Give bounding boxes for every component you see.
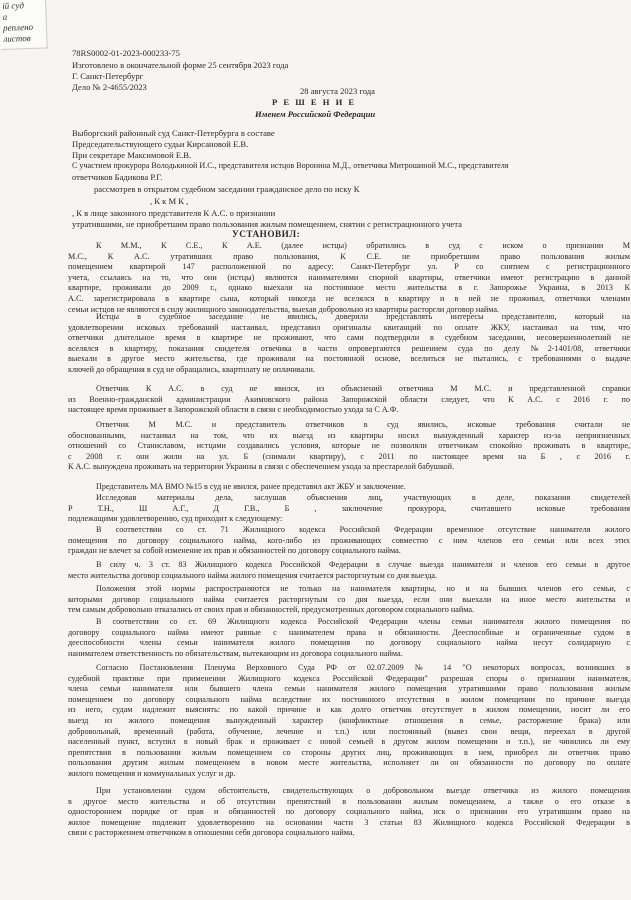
paragraph-line: в другое место жительства и об отсутствии препятствий в пользовании жилым помещением, а также о его отказе в [68, 796, 630, 806]
court-line: утратившими, не приобретшим право пользования жилым помещением, снятии с регистрационного учета [72, 219, 462, 229]
paragraph-line: В силу ч. 3 ст. 83 Жилищного кодекса Российской Федерации в случае выезда нанимателя и членов его семьи в другое [96, 560, 630, 569]
note-line: реплено [2, 21, 34, 33]
note-line: ій суд [2, 0, 25, 11]
court-line: , К к М К , [150, 196, 189, 206]
paragraph-line: семьи истцов не являются в силу жилищного законодательства, выехав добровольно из квартиры расторгли договор найма. [68, 304, 500, 314]
paragraph-line: с 2008 г. они жили на ул. Б (снимали квартиру), с 2011 по настоящее время на Б , с 2016 г. [68, 451, 630, 461]
court-line: Выборгский районный суд Санкт-Петербурга в составе [72, 128, 275, 138]
section-heading: УСТАНОВИЛ: [232, 229, 301, 239]
paragraph-line: В соответствии со ст. 71 Жилищного кодекса Российской Федерации временное отсутствие нанимателя жилого [96, 525, 630, 534]
paragraph-line: настоящее время проживает в Запорожской области в связи с необходимостью ухода за С А.Ф. [68, 405, 399, 415]
paragraph-line: Представитель МА ВМО №15 в суд не явился, ранее представил акт ЖБУ и заключение. [96, 482, 406, 491]
decision-date: 28 августа 2023 года [300, 86, 375, 96]
paragraph-line: обоснованными, настаивал на том, что их выезд из квартиры носил вынужденный характер из-за неприязненных [68, 430, 630, 440]
paragraph-line: К А.С. вынуждена проживать на территории Украины в связи с обеспечением ухода за престарелой бабушкой. [68, 462, 455, 472]
paragraph-line: Исследовав материалы дела, заслушав объяснения лиц, участвующих в деле, показания свидетелей [96, 493, 630, 502]
paragraph-line: тем самым добровольно отказались от своих прав и обязанностей, предусмотренных договором социального найма. [68, 605, 475, 615]
paragraph-line: Истцы в судебное заседание не явились, доверили представлять интересы представителю, который на [96, 312, 630, 321]
paragraph-line: Р Т.Н., Ш А.Г., Д Г.В., Б , заключение прокурора, считавшего исковые требования [68, 503, 630, 513]
final-form-date: Изготовлено в окончательной форме 25 сентября 2023 года [72, 60, 289, 70]
paragraph-line: квартире, проживали до 2009 г., однако выехали на постоянное место жительства в г. Запорожье Украина, в 2013 К [68, 283, 630, 293]
paragraph-line: В соответствии со ст. 69 Жилищного кодекса Российской Федерации члены семьи нанимателя жилого помещения по [96, 617, 630, 626]
paragraph-line: ответчики длительное время в квартире не проживают, что сами подтвердили в судебном заседании, несовершеннолетний не [68, 333, 630, 343]
paragraph-line: помещением по договору социального найма вследствие их постоянного отсутствия в жилом помещении по причине выезда [68, 694, 630, 704]
case-number: Дело № 2-4655/2023 [72, 82, 147, 92]
case-identifier: 78RS0002-01-2023-000233-75 [72, 48, 180, 58]
paragraph-line: место жительства договор социального найма жилого помещения считается расторгнутым со дня выезда. [68, 570, 438, 580]
paragraph-line: одностороннем порядке от прав и обязанностей по договору социального найма, иск о признании его утратившим право на [68, 807, 630, 817]
paragraph-line: нанимателем ответственность по обязательствам, вытекающим из договора социального найма. [68, 648, 403, 658]
court-line: , К в лице законного представителя К А.С. о признании [72, 208, 276, 218]
paragraph-line: Ответчик М М.С. и представитель ответчиков в суд явились, исковые требования считали не [96, 420, 630, 429]
paragraph-line: Согласно Постановления Пленума Верховного Суда РФ от 02.07.2009 № 14 "О некоторых вопросах, возникших в [96, 663, 630, 672]
paragraph-line: населенный пункт, вступил в новый брак и проживает с новой семьей в другом жилом помещении и т.п.), не чинились ли ему [68, 737, 630, 747]
paragraph-line: Положения этой нормы распространяются не только на нанимателя квартиры, но и на бывших членов его семьи, с [96, 584, 630, 593]
paragraph-line: подлежащими удовлетворению, суд приходит к следующему: [68, 514, 283, 524]
court-line: ответчиков Бадикова Р.Г. [72, 172, 163, 182]
paragraph-line: При установлении судом обстоятельств, свидетельствующих о добровольном выезде ответчика из жилого помещения [96, 786, 630, 795]
paragraph-line: выехали в другое место жительства, где проживали на постоянной основе, вселиться не пытались, с требованиями о выдаче [68, 354, 630, 364]
document-title: Р Е Ш Е Н И Е [272, 97, 357, 107]
court-line: При секретаре Максимовой Е.В. [72, 150, 192, 160]
paragraph-line: препятствия в пользовании жилым помещением со стороны других лиц, проживающих в нем, приобрел ли ответчик право [68, 747, 630, 757]
note-line: а [2, 11, 8, 22]
city: Г. Санкт-Петербург [72, 71, 144, 81]
paragraph-line: К М.М., К С.Е., К А.Е. (далее истцы) обратились в суд с иском о признании М [96, 241, 630, 250]
court-line: С участием прокурора Володькиной И.С., представителя истцов Воронина М.Д., ответчика Митрошиной М.С., представителя [72, 161, 509, 170]
paragraph-line: отношений со Станиславом, истцами создавались условия, которые не позволяли ответчикам спокойно проживать в квартире, [68, 441, 630, 451]
paragraph-line: выезд из жилого помещения вынужденный характер (конфликтные отношения в семье, расторжение брака) или [68, 716, 630, 725]
paragraph-line: граждан не влечет за собой изменение их прав и обязанностей по договору социального найма. [68, 546, 401, 556]
note-line: листов [3, 32, 31, 44]
paragraph-line: М.С., К А.С. утративших право пользования, К С.Е. не приобретшим право пользования жилым [68, 251, 630, 261]
paragraph-line: Ответчик К А.С. в суд не явился, из объяснений ответчика М М.С. и представленной справки [96, 384, 630, 393]
paragraph-line: добровольный, временный (работа, обучение, лечение и т.п.) или постоянный (вывез свои вещи, переехал в другой [68, 726, 630, 736]
paragraph-line: помещения по договору социального найма, кого-либо из проживающих совместно с ним членов его семьи или всех этих [68, 535, 630, 545]
paragraph-line: пользования другим жилым помещением в новом месте жительства, исполняет ли он обязанности по договору по оплате [68, 758, 630, 768]
corner-sticky-note [0, 0, 48, 50]
paragraph-line: жилое помещение подлежит удовлетворению на основании части 3 статьи 83 Жилищного кодекса Российской Федерации в [68, 817, 630, 827]
paragraph-line: из Военно-гражданской администрации Акимовского района Запорожской области следует, что К А.С. с 2016 г. по [68, 394, 630, 404]
paragraph-line: жилого помещения и коммунальных услуг и др. [68, 769, 236, 778]
paragraph-line: ключей до обращения в суд не обращались, квартплату не оплачивали. [68, 365, 315, 374]
paragraph-line: связи с расторжением ответчиком в отношении себя договора социального найма. [68, 828, 355, 838]
paragraph-line: которыми договор социального найма считается расторгнутым со дня выезда, если они выехали на иное место жительства и [68, 594, 630, 604]
paragraph-line: вселялся в квартиру, показания свидетеля отвечика в части опровергаются решением суда по делу №2-1401/08, ответчики [68, 343, 630, 353]
paragraph-line: удовлетворении исковых требований настаивал, представил оригиналы квитанций по оплате ЖКУ, настаивал на том, что [68, 322, 630, 332]
paragraph-line: дееспособности члены семьи нанимателя жилого помещения по договору социального найма несут солидарную с [68, 638, 630, 648]
court-line: рассмотрев в открытом судебном заседании гражданское дело по иску К [94, 184, 360, 194]
paragraph-line: из него, судам надлежит выяснять: по какой причине и как долго ответчик отсутствует в жилом помещении, носит ли его [68, 705, 630, 715]
paragraph-line: члена семьи нанимателя или бывшего члена семьи нанимателя жилого помещения утратившими право пользования жилым [68, 684, 630, 694]
paragraph-line: учета, ссылаясь на то, что они (истцы) являются нанимателями спорной квартиры, ответчики имеют регистрацию в данной [68, 272, 630, 282]
court-line: Председательствующего судьи Кирсановой Е.В. [72, 139, 249, 149]
paragraph-line: А.С. зарегистрировала в квартире сына, который никогда не вселялся в квартиру и в ней не проживал, ответчики членами [68, 294, 630, 303]
paragraph-line: помещением квартирой 147 расположенной по адресу: Санкт-Петербург ул. Р со снятием с регистрационного [68, 262, 630, 272]
document-subtitle: Именем Российской Федерации [255, 109, 376, 119]
paragraph-line: договору социального найма имеют равные с нанимателем права и обязанности. Дееспособные и ограниченные судом в [68, 627, 630, 637]
paragraph-line: судебной практике при применении Жилищного кодекса Российской Федерации" разрешая споры о признании нанимателя, [68, 673, 630, 683]
